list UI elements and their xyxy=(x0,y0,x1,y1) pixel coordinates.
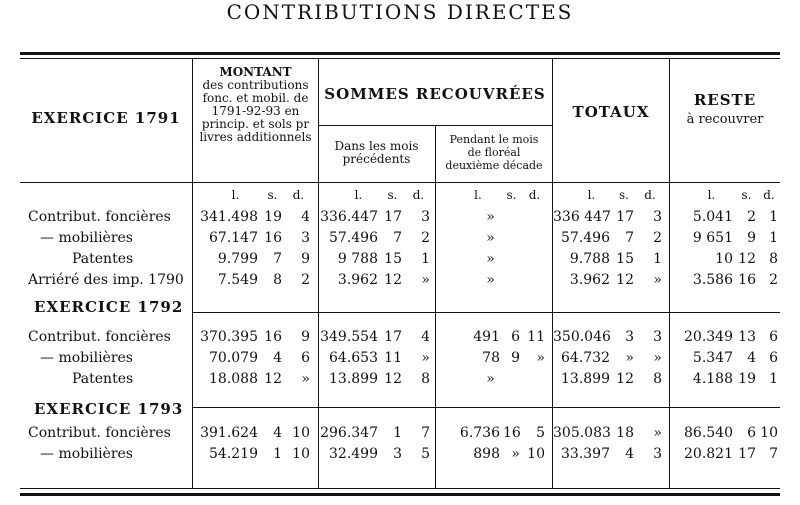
cell-r-s: 13 xyxy=(738,329,756,345)
cell-m-s: 19 xyxy=(264,209,282,225)
cell-f-d: 10 xyxy=(527,446,545,462)
cell-m-l: 391.624 xyxy=(200,425,258,441)
top-rule-thin xyxy=(20,58,780,59)
cell-p-d: 5 xyxy=(421,446,430,462)
montant-line: fonc. et mobil. de xyxy=(202,91,309,105)
cell-p-s: 15 xyxy=(384,251,402,267)
cell-p-l: 296.347 xyxy=(320,425,378,441)
cell-m-d: 10 xyxy=(292,446,310,462)
cell-t-l: 305.083 xyxy=(553,425,611,441)
cell-f-d: » xyxy=(536,350,545,366)
cell-t-d: » xyxy=(653,350,662,366)
cell-t-d: 1 xyxy=(653,251,662,267)
unit-label-l: l. xyxy=(354,188,363,202)
cell-f-l: » xyxy=(486,272,495,288)
cell-m-d: 9 xyxy=(301,329,310,345)
cell-r-s: 6 xyxy=(747,425,756,441)
cell-t-l: 64.732 xyxy=(561,350,610,366)
cell-p-d: 7 xyxy=(421,425,430,441)
cell-t-d: » xyxy=(653,425,662,441)
unit-label-d: d. xyxy=(763,188,775,202)
cell-f-s: 6 xyxy=(511,329,520,345)
unit-label-l: l. xyxy=(474,188,482,202)
cell-p-l: 336.447 xyxy=(320,209,378,225)
floreal-header xyxy=(436,133,552,172)
cell-p-d: 1 xyxy=(421,251,430,267)
row-label: Contribut. foncières xyxy=(28,329,171,345)
cell-f-l: 898 xyxy=(473,446,500,462)
cell-t-d: 8 xyxy=(653,371,662,387)
unit-label-d: d. xyxy=(528,188,541,202)
cell-r-s: 2 xyxy=(747,209,756,225)
cell-r-s: 16 xyxy=(738,272,756,288)
cell-r-d: 10 xyxy=(760,425,778,441)
reste-line: RESTE xyxy=(693,91,757,109)
unit-label-l: l. xyxy=(231,188,240,202)
cell-p-s: 17 xyxy=(384,209,402,225)
cell-m-l: 7.549 xyxy=(217,272,258,288)
exercise-1793-title: EXERCICE 1793 xyxy=(34,400,184,418)
unit-label-d: d. xyxy=(412,188,425,202)
unit-label-d: d. xyxy=(292,188,305,202)
cell-p-l: 3.962 xyxy=(337,272,378,288)
cell-p-l: 349.554 xyxy=(320,329,378,345)
cell-p-l: 13.899 xyxy=(329,371,378,387)
section-line xyxy=(192,407,780,408)
page-title: CONTRIBUTIONS DIRECTES xyxy=(226,0,574,24)
cell-t-s: 12 xyxy=(616,272,634,288)
section-line xyxy=(192,312,780,313)
cell-f-l: » xyxy=(486,209,495,225)
cell-f-l: » xyxy=(486,371,495,387)
cell-f-s: 16 xyxy=(503,425,521,441)
cell-r-l: 4.188 xyxy=(692,371,733,387)
cell-m-l: 67.147 xyxy=(209,230,258,246)
exercise-1792-title: EXERCICE 1792 xyxy=(34,298,184,316)
floreal-line: deuxième décade xyxy=(445,159,543,172)
header-bottom-line xyxy=(20,182,780,183)
cell-p-l: 9 788 xyxy=(337,251,378,267)
unit-label-d: d. xyxy=(644,188,656,202)
cell-t-d: 3 xyxy=(653,209,662,225)
cell-p-s: 1 xyxy=(393,425,402,441)
cell-p-l: 57.496 xyxy=(329,230,378,246)
row-label: Patentes xyxy=(72,251,134,267)
unit-label-s: s. xyxy=(387,188,398,202)
cell-r-s: 19 xyxy=(738,371,756,387)
unit-label-l: l. xyxy=(707,188,716,202)
cell-t-s: 15 xyxy=(616,251,634,267)
cell-r-l: 3.586 xyxy=(692,272,733,288)
cell-r-d: 7 xyxy=(769,446,778,462)
cell-t-l: 336 447 xyxy=(553,209,611,225)
montant-line: des contributions xyxy=(202,78,309,92)
cell-m-l: 341.498 xyxy=(200,209,258,225)
cell-r-l: 5.041 xyxy=(692,209,733,225)
cell-m-d: 10 xyxy=(292,425,310,441)
cell-r-l: 86.540 xyxy=(684,425,733,441)
cell-m-s: 16 xyxy=(264,230,282,246)
cell-t-l: 33.397 xyxy=(561,446,610,462)
cell-f-d: 11 xyxy=(527,329,545,345)
unit-label-s: s. xyxy=(741,188,752,202)
cell-r-d: 2 xyxy=(769,272,778,288)
cell-t-d: 3 xyxy=(653,329,662,345)
cell-t-s: 3 xyxy=(625,329,634,345)
cell-f-l: » xyxy=(486,230,495,246)
cell-r-s: 4 xyxy=(747,350,756,366)
bottom-rule xyxy=(20,493,780,496)
cell-r-l: 5.347 xyxy=(692,350,733,366)
cell-m-l: 70.079 xyxy=(209,350,258,366)
reste-line: à recouvrer xyxy=(686,112,764,127)
cell-f-s: 9 xyxy=(511,350,520,366)
cell-m-d: » xyxy=(301,371,310,387)
cell-t-l: 350.046 xyxy=(553,329,611,345)
cell-t-l: 57.496 xyxy=(561,230,610,246)
montant-line: livres additionnels xyxy=(199,130,312,144)
cell-r-l: 10 xyxy=(715,251,733,267)
cell-m-s: 4 xyxy=(273,425,282,441)
cell-f-l: 78 xyxy=(482,350,500,366)
cell-m-s: 8 xyxy=(273,272,282,288)
cell-m-d: 6 xyxy=(301,350,310,366)
cell-f-l: » xyxy=(486,251,495,267)
cell-f-l: 491 xyxy=(473,329,500,345)
cell-m-s: 4 xyxy=(273,350,282,366)
cell-m-l: 9.799 xyxy=(217,251,258,267)
cell-r-d: 6 xyxy=(769,329,778,345)
mois-precedents-header xyxy=(318,140,435,166)
cell-m-l: 18.088 xyxy=(209,371,258,387)
cell-r-l: 20.349 xyxy=(684,329,733,345)
cell-t-l: 9.788 xyxy=(569,251,610,267)
cell-r-s: 12 xyxy=(738,251,756,267)
exercise-header: EXERCICE 1791 xyxy=(31,109,181,127)
cell-m-s: 12 xyxy=(264,371,282,387)
cell-p-d: 8 xyxy=(421,371,430,387)
row-label: — mobilières xyxy=(40,446,133,462)
cell-p-d: 3 xyxy=(421,209,430,225)
cell-r-s: 17 xyxy=(738,446,756,462)
montant-header xyxy=(193,66,318,144)
cell-t-s: 18 xyxy=(616,425,634,441)
floreal-line: Pendant le mois xyxy=(449,133,539,146)
unit-label-s: s. xyxy=(506,188,517,202)
cell-t-d: 2 xyxy=(653,230,662,246)
cell-r-d: 1 xyxy=(769,230,778,246)
cell-r-l: 20.821 xyxy=(684,446,733,462)
cell-t-s: 4 xyxy=(625,446,634,462)
cell-r-d: 1 xyxy=(769,209,778,225)
cell-p-d: 2 xyxy=(421,230,430,246)
cell-r-s: 9 xyxy=(747,230,756,246)
cell-t-s: 7 xyxy=(625,230,634,246)
cell-f-d: 5 xyxy=(536,425,545,441)
cell-p-d: » xyxy=(421,272,430,288)
cell-m-d: 9 xyxy=(301,251,310,267)
cell-f-s: » xyxy=(511,446,520,462)
cell-p-s: 11 xyxy=(384,350,402,366)
bottom-rule-thin xyxy=(20,488,780,489)
cell-m-s: 7 xyxy=(273,251,282,267)
reste-header xyxy=(670,91,780,127)
mois-line: Dans les mois xyxy=(334,139,419,153)
cell-t-l: 13.899 xyxy=(561,371,610,387)
montant-line: 1791-92-93 en xyxy=(211,104,300,118)
cell-t-d: 3 xyxy=(653,446,662,462)
mois-line: précédents xyxy=(342,152,411,166)
cell-p-l: 32.499 xyxy=(329,446,378,462)
montant-line: princip. et sols pr xyxy=(201,117,310,131)
cell-m-d: 4 xyxy=(301,209,310,225)
row-label: Arriéré des imp. 1790 xyxy=(28,272,184,288)
top-rule xyxy=(20,52,780,55)
unit-label-s: s. xyxy=(267,188,278,202)
row-label: — mobilières xyxy=(40,350,133,366)
sommes-header: SOMMES RECOUVRÉES xyxy=(324,85,546,103)
row-label: Contribut. foncières xyxy=(28,425,171,441)
cell-r-d: 1 xyxy=(769,371,778,387)
cell-t-s: 17 xyxy=(616,209,634,225)
cell-t-s: » xyxy=(625,350,634,366)
cell-m-d: 3 xyxy=(301,230,310,246)
cell-f-l: 6.736 xyxy=(459,425,500,441)
cell-m-s: 16 xyxy=(264,329,282,345)
header-subline xyxy=(318,125,552,126)
cell-p-s: 12 xyxy=(384,371,402,387)
cell-t-l: 3.962 xyxy=(569,272,610,288)
cell-p-s: 3 xyxy=(393,446,402,462)
cell-p-d: » xyxy=(421,350,430,366)
cell-p-s: 7 xyxy=(393,230,402,246)
cell-p-d: 4 xyxy=(421,329,430,345)
row-label: Patentes xyxy=(72,371,134,387)
cell-m-d: 2 xyxy=(301,272,310,288)
unit-label-l: l. xyxy=(587,188,596,202)
unit-label-s: s. xyxy=(619,188,629,202)
cell-m-s: 1 xyxy=(273,446,282,462)
row-label: — mobilières xyxy=(40,230,133,246)
cell-t-d: » xyxy=(653,272,662,288)
cell-r-l: 9 651 xyxy=(692,230,733,246)
cell-r-d: 8 xyxy=(769,251,778,267)
totaux-header: TOTAUX xyxy=(572,103,650,121)
cell-p-l: 64.653 xyxy=(329,350,378,366)
montant-line: MONTANT xyxy=(219,65,292,79)
cell-p-s: 17 xyxy=(384,329,402,345)
cell-p-s: 12 xyxy=(384,272,402,288)
cell-r-d: 6 xyxy=(769,350,778,366)
cell-m-l: 54.219 xyxy=(209,446,258,462)
row-label: Contribut. foncières xyxy=(28,209,171,225)
cell-m-l: 370.395 xyxy=(200,329,258,345)
floreal-line: de floréal xyxy=(467,146,521,159)
cell-t-s: 12 xyxy=(616,371,634,387)
